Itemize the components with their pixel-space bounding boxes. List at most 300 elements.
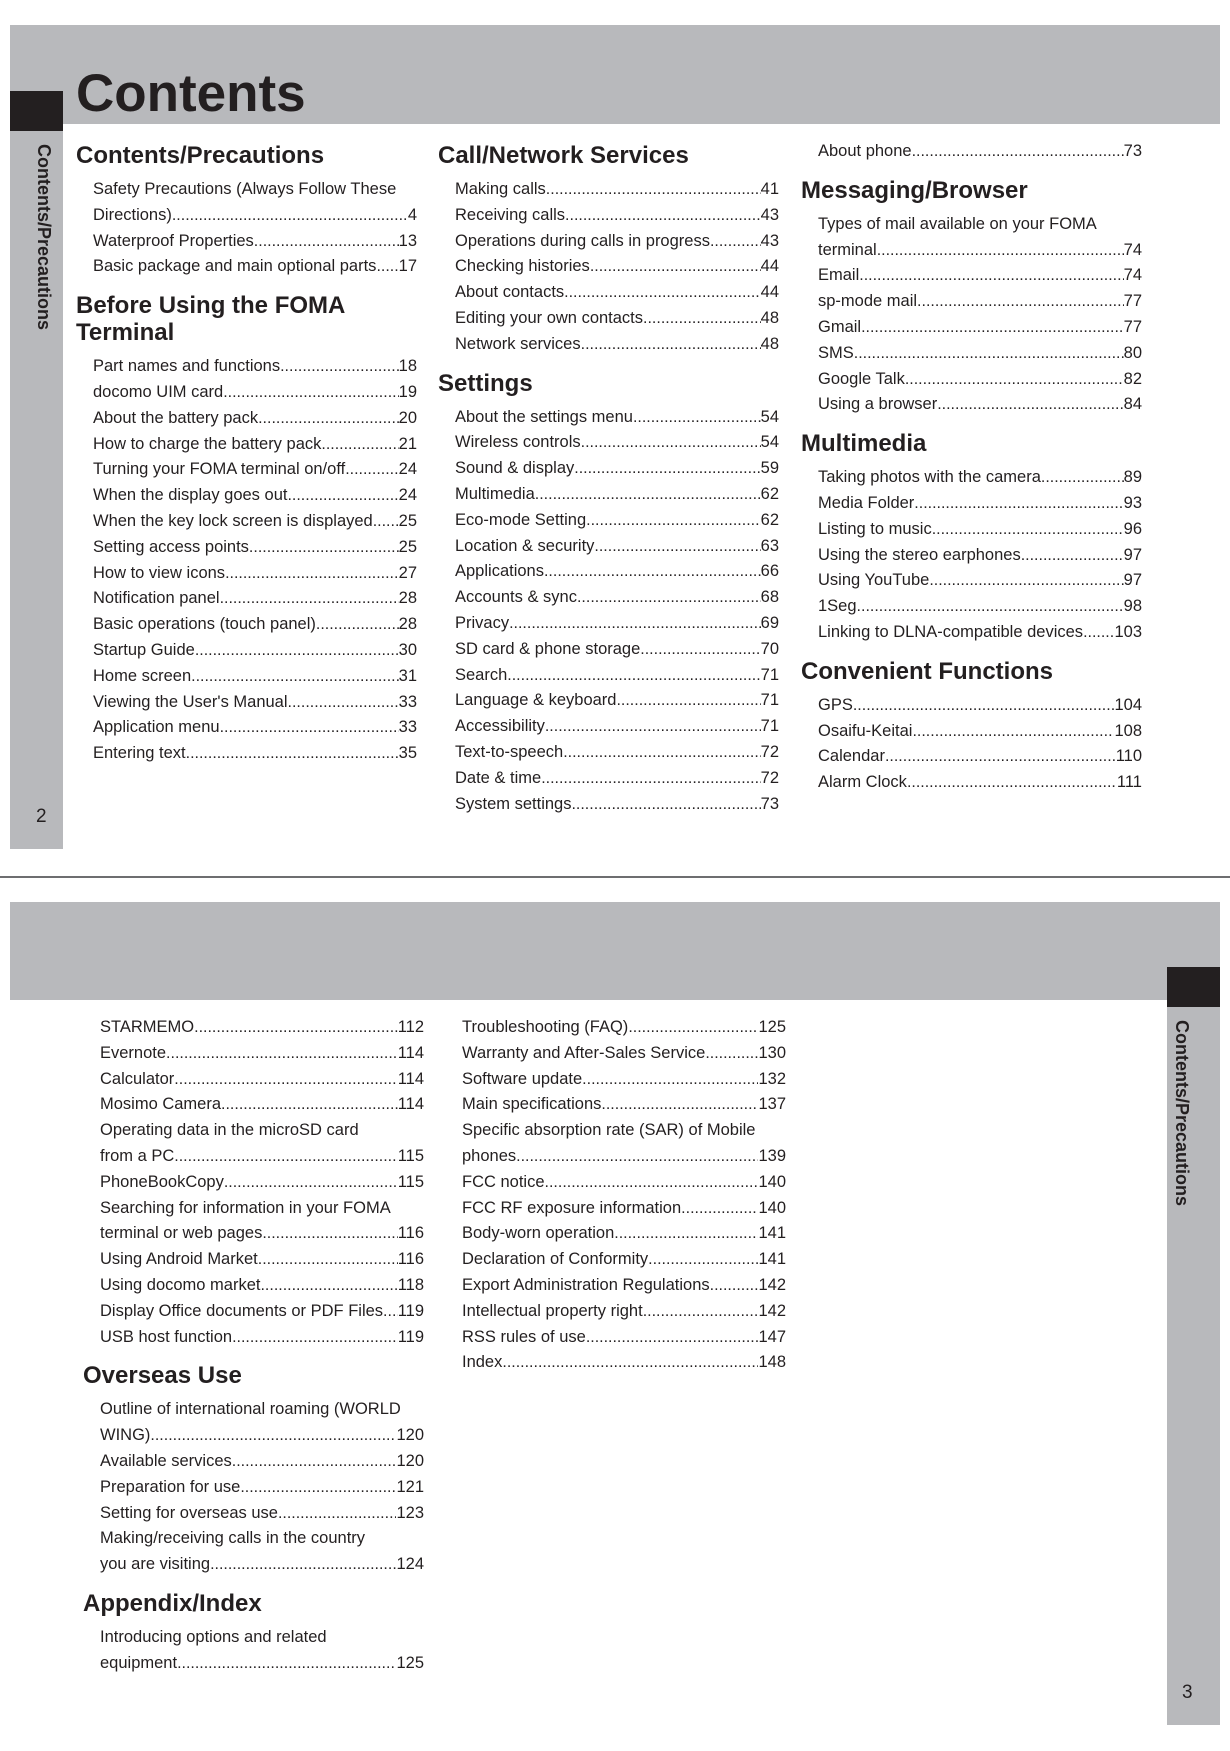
toc-entry-title: Warranty and After-Sales Service <box>462 1043 706 1062</box>
toc-entry-title: When the display goes out <box>93 486 288 505</box>
toc-entry-page: 73 <box>1123 142 1142 160</box>
toc-entry[interactable] <box>83 1067 424 1093</box>
toc-entry[interactable] <box>445 1196 786 1222</box>
dot-leader <box>249 535 399 561</box>
dot-leader <box>861 315 1124 341</box>
dot-leader <box>224 1170 398 1196</box>
dot-leader <box>194 1015 398 1041</box>
toc-entry[interactable] <box>801 263 1142 289</box>
toc-entry[interactable] <box>445 1325 786 1351</box>
toc-entry-page: 142 <box>758 1301 786 1320</box>
toc-entry[interactable] <box>438 332 779 358</box>
toc-entry[interactable] <box>438 688 779 714</box>
toc-entry-line: Specific absorption rate (SAR) of Mobile <box>462 1121 756 1140</box>
toc-entry-page: 110 <box>1115 747 1142 766</box>
toc-entry-page: 73 <box>760 794 779 813</box>
toc-entry[interactable] <box>438 177 779 203</box>
dot-leader <box>594 534 760 560</box>
toc-entry-page: 44 <box>760 283 779 302</box>
toc-entry-page: 116 <box>397 1250 424 1269</box>
toc-entry[interactable] <box>438 254 779 280</box>
toc-entry[interactable] <box>445 1041 786 1067</box>
toc-entry[interactable] <box>445 1170 786 1196</box>
toc-entry-title: Accounts & sync <box>455 588 577 607</box>
toc-entry-title: PhoneBookCopy <box>100 1172 224 1191</box>
section-heading: Multimedia <box>801 430 927 458</box>
toc-entry[interactable] <box>438 229 779 255</box>
toc-entry[interactable] <box>801 594 1142 620</box>
toc-entry-page: 111 <box>1116 773 1142 792</box>
toc-entry-title: Using docomo market <box>100 1275 261 1294</box>
toc-entry[interactable] <box>438 430 779 456</box>
toc-entry-title: Calendar <box>818 747 885 766</box>
toc-entry[interactable] <box>801 744 1142 770</box>
section-heading: Messaging/Browser <box>801 176 1028 204</box>
toc-entry-page: 121 <box>396 1477 424 1496</box>
dot-leader <box>177 1651 396 1677</box>
toc-entry[interactable] <box>76 612 417 638</box>
toc-entry[interactable] <box>801 341 1142 367</box>
toc-entry-page: 93 <box>1123 493 1142 512</box>
dot-leader <box>376 254 398 280</box>
toc-entry-title: Operations during calls in progress <box>455 231 710 250</box>
dot-leader <box>535 482 761 508</box>
toc-entry-page: 147 <box>758 1327 786 1346</box>
toc-entry[interactable] <box>438 792 779 818</box>
toc-entry-title: 1Seg <box>818 597 857 616</box>
dot-leader <box>220 586 399 612</box>
dot-leader <box>220 715 399 741</box>
toc-entry[interactable] <box>76 509 417 535</box>
toc-entry-title: docomo UIM card <box>93 382 224 401</box>
toc-entry[interactable] <box>76 690 417 716</box>
dot-leader <box>932 517 1124 543</box>
toc-column <box>83 1015 424 1677</box>
side-label-top: Contents/Precautions <box>34 144 54 331</box>
toc-entry-page: 137 <box>758 1095 786 1114</box>
toc-entry-title: from a PC <box>100 1146 175 1165</box>
page-number-top: 2 <box>36 806 47 827</box>
toc-entry[interactable] <box>801 315 1142 341</box>
toc-entry[interactable] <box>801 770 1142 796</box>
toc-entry-title: Body-worn operation <box>462 1224 615 1243</box>
dot-leader <box>917 289 1124 315</box>
dot-leader <box>565 203 761 229</box>
dot-leader <box>373 509 399 535</box>
toc-entry-page: 35 <box>398 744 417 763</box>
toc-entry-title: Checking histories <box>455 257 590 276</box>
toc-entry-page: 31 <box>398 666 417 685</box>
toc-entry[interactable] <box>438 203 779 229</box>
toc-entry-title: About contacts <box>455 283 565 302</box>
toc-entry-page: 125 <box>758 1018 786 1036</box>
toc-entry[interactable] <box>801 392 1142 418</box>
toc-entry-title: STARMEMO <box>100 1018 195 1036</box>
toc-entry[interactable] <box>438 559 779 585</box>
toc-entry-title: Editing your own contacts <box>455 308 644 327</box>
dot-leader <box>710 1273 759 1299</box>
dot-leader <box>614 1221 758 1247</box>
toc-entry[interactable] <box>438 611 779 637</box>
toc-entry-title: Available services <box>100 1451 232 1470</box>
dot-leader <box>383 1299 398 1325</box>
toc-entry-page: 104 <box>1114 695 1142 714</box>
toc-entry[interactable] <box>83 1144 424 1170</box>
dot-leader <box>563 740 760 766</box>
dot-leader <box>541 766 760 792</box>
toc-entry[interactable] <box>445 1067 786 1093</box>
toc-entry[interactable] <box>801 568 1142 594</box>
dot-leader <box>240 1475 396 1501</box>
toc-entry[interactable] <box>438 280 779 306</box>
toc-entry[interactable] <box>83 1247 424 1273</box>
toc-entry-title: Making calls <box>455 180 546 198</box>
section-heading: Appendix/Index <box>83 1589 262 1617</box>
toc-entry-title: Evernote <box>100 1043 167 1062</box>
dot-leader <box>937 392 1123 418</box>
toc-entry[interactable] <box>76 203 417 229</box>
toc-entry-page: 141 <box>758 1224 786 1243</box>
toc-entry-title: USB host function <box>100 1327 233 1346</box>
section-heading: Call/Network Services <box>438 142 689 169</box>
toc-entry-title: Basic operations (touch panel) <box>93 615 316 634</box>
toc-entry[interactable] <box>76 406 417 432</box>
toc-entry-page: 62 <box>760 510 779 529</box>
dot-leader <box>221 1092 398 1118</box>
toc-entry-page: 69 <box>760 613 779 632</box>
toc-entry[interactable] <box>438 766 779 792</box>
toc-entry-title: Search <box>455 665 508 684</box>
dot-leader <box>912 719 1114 745</box>
dot-leader <box>1041 465 1124 491</box>
side-tab-marker-top <box>10 91 63 131</box>
toc-entry[interactable] <box>445 1273 786 1299</box>
toc-entry-title: Export Administration Regulations <box>462 1275 710 1294</box>
dot-leader <box>633 405 761 431</box>
dot-leader <box>590 254 761 280</box>
toc-entry-page: 21 <box>398 434 417 453</box>
toc-column <box>801 139 1142 796</box>
dot-leader <box>582 1067 758 1093</box>
toc-entry-page: 25 <box>398 511 417 530</box>
toc-entry-page: 84 <box>1123 395 1142 414</box>
toc-entry-page: 48 <box>760 308 779 327</box>
toc-entry-page: 72 <box>760 768 779 787</box>
side-label-bottom: Contents/Precautions <box>1172 1020 1192 1207</box>
toc-entry-page: 28 <box>398 589 417 608</box>
toc-entry-title: When the key lock screen is displayed <box>93 511 373 530</box>
toc-entry-title: Privacy <box>455 613 510 632</box>
toc-entry-page: 118 <box>397 1275 424 1294</box>
dot-leader <box>316 612 399 638</box>
toc-entry-line: Making/receiving calls in the country <box>100 1529 366 1548</box>
toc-entry-page: 115 <box>397 1172 424 1191</box>
toc-entry-title: Startup Guide <box>93 640 195 659</box>
toc-entry-title: Setting access points <box>93 537 249 556</box>
page-number-bottom: 3 <box>1182 1682 1193 1703</box>
toc-entry-line: Searching for information in your FOMA <box>100 1198 391 1217</box>
toc-entry-page: 48 <box>760 334 779 353</box>
toc-column <box>76 142 417 767</box>
toc-entry-title: SMS <box>818 343 854 362</box>
section-heading: Contents/Precautions <box>76 142 325 169</box>
toc-entry-title: Main specifications <box>462 1095 602 1114</box>
toc-entry-page: 63 <box>760 536 779 555</box>
toc-entry-title: System settings <box>455 794 572 813</box>
toc-entry-page: 24 <box>398 460 417 479</box>
toc-entry[interactable] <box>438 534 779 560</box>
toc-entry[interactable] <box>445 1221 786 1247</box>
toc-entry-page: 72 <box>760 742 779 761</box>
toc-entry-title: Troubleshooting (FAQ) <box>462 1018 629 1036</box>
dot-leader <box>174 1067 397 1093</box>
toc-entry[interactable] <box>76 586 417 612</box>
toc-entry-page: 54 <box>760 433 779 452</box>
toc-entry[interactable] <box>445 1144 786 1170</box>
toc-entry[interactable] <box>83 1423 424 1449</box>
toc-entry[interactable] <box>76 535 417 561</box>
toc-entry[interactable] <box>801 491 1142 517</box>
dot-leader <box>287 483 398 509</box>
toc-entry-title: How to view icons <box>93 563 226 582</box>
dot-leader <box>258 406 399 432</box>
toc-entry-page: 43 <box>760 205 779 224</box>
toc-entry[interactable] <box>76 432 417 458</box>
toc-entry-title: phones <box>462 1146 517 1165</box>
toc-entry-page: 140 <box>758 1198 786 1217</box>
toc-entry[interactable] <box>801 543 1142 569</box>
dot-leader <box>905 367 1124 393</box>
toc-entry-page: 30 <box>398 640 417 659</box>
toc-entry[interactable] <box>83 1449 424 1475</box>
toc-entry-page: 132 <box>758 1069 786 1088</box>
dot-leader <box>907 770 1117 796</box>
toc-entry-page: 119 <box>397 1301 424 1320</box>
toc-entry-title: Media Folder <box>818 493 915 512</box>
toc-entry-title: Accessibility <box>455 717 545 736</box>
dot-leader <box>502 1350 758 1376</box>
dot-leader <box>186 741 399 767</box>
dot-leader <box>262 1221 397 1247</box>
toc-entry[interactable] <box>445 1350 786 1376</box>
toc-entry-page: 27 <box>398 563 417 582</box>
toc-entry-title: Using a browser <box>818 395 938 414</box>
toc-entry[interactable] <box>438 740 779 766</box>
toc-entry-title: Application menu <box>93 718 220 737</box>
toc-entry-line: Operating data in the microSD card <box>100 1121 359 1140</box>
toc-entry-title: Wireless controls <box>455 433 581 452</box>
dot-leader <box>857 594 1124 620</box>
toc-entry[interactable] <box>445 1015 786 1041</box>
toc-entry[interactable] <box>83 1501 424 1527</box>
toc-entry-page: 80 <box>1123 343 1142 362</box>
toc-entry[interactable] <box>445 1247 786 1273</box>
dot-leader <box>545 714 761 740</box>
toc-entry-title: Network services <box>455 334 581 353</box>
dot-leader <box>853 693 1115 719</box>
dot-leader <box>195 638 399 664</box>
toc-entry-title: How to charge the battery pack <box>93 434 322 453</box>
toc-entry[interactable] <box>801 620 1142 646</box>
toc-entry-title: Viewing the User's Manual <box>93 692 288 711</box>
toc-entry-title: WING) <box>100 1426 151 1445</box>
toc-entry-page: 108 <box>1114 721 1142 740</box>
toc-entry-page: 43 <box>760 231 779 250</box>
toc-entry-title: Declaration of Conformity <box>462 1250 649 1269</box>
toc-entry[interactable] <box>83 1221 424 1247</box>
section-heading: Overseas Use <box>83 1362 242 1390</box>
toc-entry-page: 120 <box>396 1451 424 1470</box>
toc-entry[interactable] <box>801 719 1142 745</box>
toc-entry[interactable] <box>83 1170 424 1196</box>
toc-entry-page: 82 <box>1123 369 1142 388</box>
dot-leader <box>574 456 760 482</box>
toc-entry-page: 71 <box>760 691 779 710</box>
toc-entry[interactable] <box>438 405 779 431</box>
toc-entry[interactable] <box>83 1299 424 1325</box>
toc-entry-page: 20 <box>398 408 417 427</box>
toc-entry[interactable] <box>438 456 779 482</box>
toc-entry-title: sp-mode mail <box>818 292 918 311</box>
dot-leader <box>232 1449 397 1475</box>
toc-entry-page: 28 <box>398 615 417 634</box>
toc-entry[interactable] <box>83 1041 424 1067</box>
toc-entry-line: Outline of international roaming (WORLD <box>100 1400 401 1419</box>
toc-entry-page: 125 <box>396 1653 424 1672</box>
toc-entry[interactable] <box>76 380 417 406</box>
toc-entry[interactable] <box>76 457 417 483</box>
toc-entry[interactable] <box>438 663 779 689</box>
toc-entry-line: Types of mail available on your FOMA <box>818 214 1097 233</box>
toc-entry[interactable] <box>438 585 779 611</box>
toc-entry-title: Part names and functions <box>93 357 281 376</box>
dot-leader <box>586 508 760 534</box>
toc-entry[interactable] <box>76 561 417 587</box>
toc-entry[interactable] <box>76 483 417 509</box>
toc-entry-title: Alarm Clock <box>818 773 907 792</box>
dot-leader <box>640 637 760 663</box>
toc-entry[interactable] <box>76 741 417 767</box>
dot-leader <box>225 561 399 587</box>
toc-entry[interactable] <box>801 693 1142 719</box>
toc-entry-page: 114 <box>397 1043 424 1062</box>
dot-leader <box>581 332 761 358</box>
dot-leader <box>260 1273 397 1299</box>
toc-entry-title: Location & security <box>455 536 595 555</box>
toc-entry-page: 33 <box>398 718 417 737</box>
toc-entry[interactable] <box>76 254 417 280</box>
toc-entry-page: 71 <box>760 665 779 684</box>
toc-entry[interactable] <box>438 482 779 508</box>
toc-entry[interactable] <box>83 1092 424 1118</box>
toc-entry-page: 114 <box>397 1095 424 1114</box>
toc-entry[interactable] <box>801 289 1142 315</box>
toc-entry-page: 74 <box>1123 240 1142 259</box>
toc-entry-title: Preparation for use <box>100 1477 241 1496</box>
toc-entry[interactable] <box>438 306 779 332</box>
toc-entry-title: Language & keyboard <box>455 691 617 710</box>
toc-entry-title: Listing to music <box>818 519 932 538</box>
toc-entry[interactable] <box>83 1552 424 1578</box>
toc-entry[interactable] <box>445 1299 786 1325</box>
toc-entry[interactable] <box>801 465 1142 491</box>
toc-entry-title: FCC notice <box>462 1172 545 1191</box>
toc-entry[interactable] <box>76 638 417 664</box>
toc-entry-title: About the battery pack <box>93 408 259 427</box>
toc-entry-title: Basic package and main optional parts <box>93 257 377 276</box>
toc-entry[interactable] <box>76 715 417 741</box>
toc-entry-title: Home screen <box>93 666 192 685</box>
dot-leader <box>150 1423 396 1449</box>
toc-entry-title: Text-to-speech <box>455 742 564 761</box>
toc-entry-page: 33 <box>398 692 417 711</box>
toc-entry[interactable] <box>76 354 417 380</box>
toc-entry[interactable] <box>76 664 417 690</box>
dot-leader <box>507 663 760 689</box>
toc-entry-title: Display Office documents or PDF Files <box>100 1301 384 1320</box>
toc-entry[interactable] <box>438 714 779 740</box>
toc-entry-page: 77 <box>1123 317 1142 336</box>
toc-entry-page: 44 <box>760 257 779 276</box>
dot-leader <box>223 380 398 406</box>
toc-entry-page: 41 <box>760 180 779 198</box>
toc-entry[interactable] <box>83 1015 424 1041</box>
dot-leader <box>581 430 761 456</box>
dot-leader <box>210 1552 396 1578</box>
toc-entry[interactable] <box>801 238 1142 264</box>
dot-leader <box>321 432 398 458</box>
dot-leader <box>705 1041 758 1067</box>
toc-entry-title: equipment <box>100 1653 178 1672</box>
toc-entry-page: 59 <box>760 459 779 478</box>
toc-entry-page: 120 <box>396 1426 424 1445</box>
header-band-bottom <box>10 902 1220 1000</box>
toc-entry-title: About the settings menu <box>455 407 633 426</box>
toc-entry-page: 124 <box>396 1555 424 1574</box>
dot-leader <box>254 229 399 255</box>
dot-leader <box>509 611 761 637</box>
toc-entry-title: Receiving calls <box>455 205 566 224</box>
toc-entry-page: 112 <box>397 1018 424 1036</box>
toc-column <box>445 1015 786 1376</box>
toc-entry[interactable] <box>445 1092 786 1118</box>
toc-entry-title: Applications <box>455 562 544 581</box>
toc-entry[interactable] <box>438 508 779 534</box>
toc-entry-title: Mosimo Camera <box>100 1095 222 1114</box>
toc-entry[interactable] <box>801 139 1142 165</box>
toc-entry[interactable] <box>83 1475 424 1501</box>
toc-entry-page: 24 <box>398 486 417 505</box>
toc-entry[interactable] <box>83 1651 424 1677</box>
dot-leader <box>681 1196 758 1222</box>
dot-leader <box>885 744 1116 770</box>
toc-entry[interactable] <box>76 229 417 255</box>
toc-entry-page: 70 <box>760 639 779 658</box>
toc-entry[interactable] <box>83 1325 424 1351</box>
dot-leader <box>616 688 760 714</box>
toc-entry-title: Directions) <box>93 205 172 224</box>
toc-entry-page: 77 <box>1123 292 1142 311</box>
toc-entry[interactable] <box>83 1273 424 1299</box>
toc-entry-title: you are visiting <box>100 1555 211 1574</box>
dot-leader <box>345 457 398 483</box>
toc-entry-page: 97 <box>1123 571 1142 590</box>
toc-entry-title: Gmail <box>818 317 862 336</box>
toc-entry[interactable] <box>438 637 779 663</box>
toc-entry[interactable] <box>801 517 1142 543</box>
toc-entry[interactable] <box>801 367 1142 393</box>
toc-entry-title: RSS rules of use <box>462 1327 586 1346</box>
